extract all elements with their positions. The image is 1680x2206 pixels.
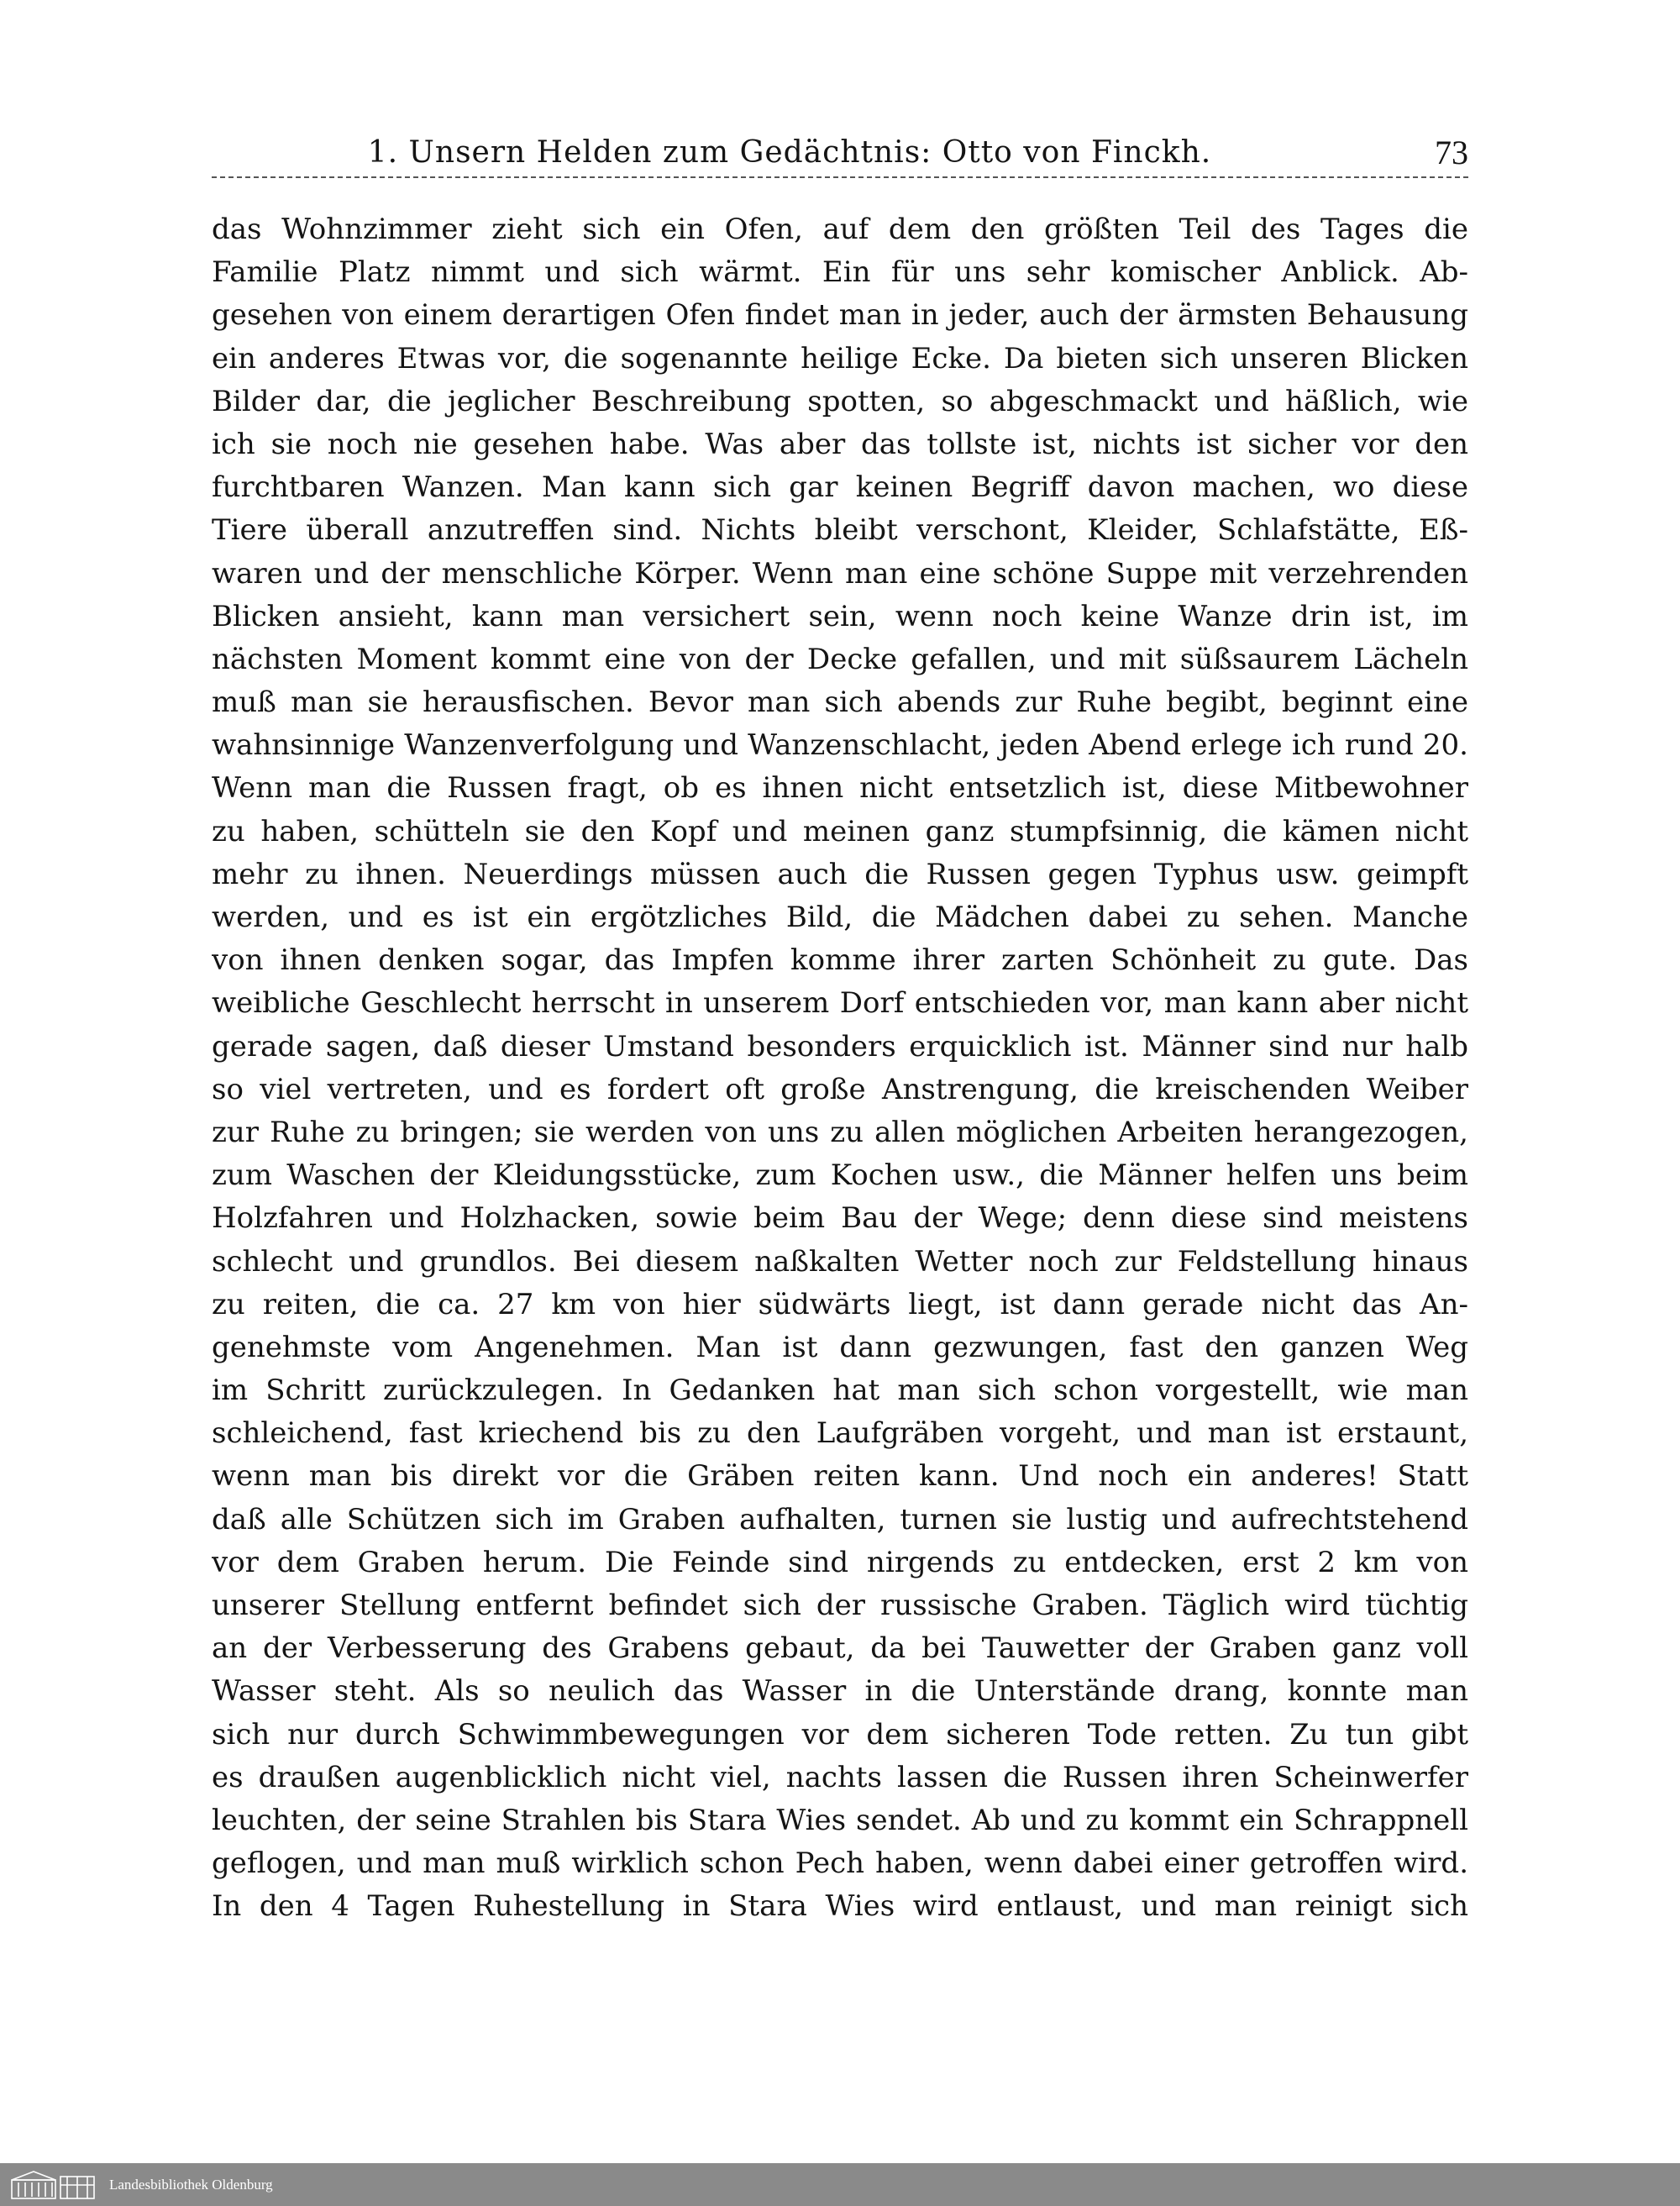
text-line: schleichend, fast kriechend bis zu den Laufgräben vorgeht, und man ist erstaunt, <box>212 1416 1468 1451</box>
text-line: Tiere überall anzutreffen sind. Nichts bleibt verschont, Kleider, Schlafstätte, Eß- <box>212 513 1468 548</box>
text-line: an der Verbesserung des Grabens gebaut, da bei Tauwetter der Graben ganz voll <box>212 1631 1468 1666</box>
text-line: In den 4 Tagen Ruhestellung in Stara Wies wird entlaust, und man reinigt sich <box>212 1889 1468 1924</box>
text-line: ein anderes Etwas vor, die sogenannte heilige Ecke. Da bieten sich unseren Blicken <box>212 341 1468 376</box>
text-line: im Schritt zurückzulegen. In Gedanken hat man sich schon vorgestellt, wie man <box>212 1373 1468 1408</box>
text-line: furchtbaren Wanzen. Man kann sich gar keinen Begriff davon machen, wo diese <box>212 470 1468 505</box>
text-line: unserer Stellung entfernt befindet sich der russische Graben. Täglich wird tüchtig <box>212 1589 1468 1622</box>
text-line: Wenn man die Russen fragt, ob es ihnen nicht entsetzlich ist, diese Mitbewohner <box>212 771 1468 806</box>
text-line: daß alle Schützen sich im Graben aufhalten, turnen sie lustig und aufrechtstehend <box>212 1502 1468 1536</box>
body-text <box>212 208 1468 1929</box>
text-line: nächsten Moment kommt eine von der Decke gefallen, und mit süßsaurem Lächeln <box>212 642 1468 676</box>
text-line: Wasser steht. Als so neulich das Wasser in die Unterstände drang, konnte man <box>212 1674 1468 1709</box>
footer-bar <box>0 2163 1680 2206</box>
text-line: werden, und es ist ein ergötzliches Bild, die Mädchen dabei zu sehen. Manche <box>212 901 1468 934</box>
text-line: gesehen von einem derartigen Ofen findet man in jeder, auch der ärmsten Behausung <box>212 298 1468 333</box>
text-line: wenn man bis direkt vor die Gräben reiten kann. Und noch ein anderes! Statt <box>212 1459 1468 1494</box>
text-line: das Wohnzimmer zieht sich ein Ofen, auf dem den größten Teil des Tages die <box>212 213 1468 246</box>
library-name: Landesbibliothek Oldenburg <box>109 2177 273 2193</box>
text-line: schlecht und grundlos. Bei diesem naßkalten Wetter noch zur Feldstellung hinaus <box>212 1244 1468 1279</box>
text-line: zu haben, schütteln sie den Kopf und meinen ganz stumpfsinnig, die kämen nicht <box>212 814 1468 848</box>
text-line: leuchten, der seine Strahlen bis Stara Wies sendet. Ab und zu kommt ein Schrappnell <box>212 1803 1468 1837</box>
text-line: Bilder dar, die jeglicher Beschreibung spotten, so abgeschmackt und häßlich, wie <box>212 384 1468 418</box>
page-number: 73 <box>1435 134 1468 171</box>
text-line: waren und der menschliche Körper. Wenn man eine schöne Suppe mit verzehrenden <box>212 556 1468 591</box>
header-rule <box>212 176 1468 178</box>
text-line: sich nur durch Schwimmbewegungen vor dem sicheren Tode retten. Zu tun gibt <box>212 1717 1468 1752</box>
text-line: es draußen augenblicklich nicht viel, nachts lassen die Russen ihren Scheinwerfer <box>212 1760 1468 1794</box>
text-line: wahnsinnige Wanzenverfolgung und Wanzenschlacht, jeden Abend erlege ich rund 20. <box>212 728 1468 763</box>
text-line: geflogen, und man muß wirklich schon Pech haben, wenn dabei einer getroffen wird. <box>212 1846 1468 1881</box>
text-line: Holzfahren und Holzhacken, sowie beim Bau der Wege; denn diese sind meistens <box>212 1201 1468 1236</box>
text-line: gerade sagen, daß dieser Umstand besonders erquicklich ist. Männer sind nur halb <box>212 1029 1468 1064</box>
text-line: Blicken ansieht, kann man versichert sein, wenn noch keine Wanze drin ist, im <box>212 599 1468 633</box>
text-line: von ihnen denken sogar, das Impfen komme ihrer zarten Schönheit zu gute. Das <box>212 943 1468 978</box>
running-title: 1. Unsern Helden zum Gedächtnis: Otto von Finckh. <box>367 135 1212 170</box>
text-line: zur Ruhe zu bringen; sie werden von uns zu allen möglichen Arbeiten herangezogen, <box>212 1115 1468 1149</box>
text-line: zu reiten, die ca. 27 km von hier südwärts liegt, ist dann gerade nicht das An- <box>212 1287 1468 1321</box>
text-line: ich sie noch nie gesehen habe. Was aber das tollste ist, nichts ist sicher vor den <box>212 427 1468 461</box>
text-line: vor dem Graben herum. Die Feinde sind nirgends zu entdecken, erst 2 km von <box>212 1545 1468 1579</box>
text-line: so viel vertreten, und es fordert oft große Anstrengung, die kreischenden Weiber <box>212 1072 1468 1106</box>
text-line: muß man sie herausfischen. Bevor man sich abends zur Ruhe begibt, beginnt eine <box>212 685 1468 720</box>
text-line: mehr zu ihnen. Neuerdings müssen auch die Russen gegen Typhus usw. geimpft <box>212 857 1468 891</box>
text-line: weibliche Geschlecht herrscht in unserem Dorf entschieden vor, man kann aber nicht <box>212 986 1468 1021</box>
running-head <box>212 128 1468 178</box>
text-line: Familie Platz nimmt und sich wärmt. Ein für uns sehr komischer Anblick. Ab- <box>212 255 1468 290</box>
library-building-icon <box>8 2168 97 2202</box>
text-line: zum Waschen der Kleidungsstücke, zum Kochen usw., die Männer helfen uns beim <box>212 1158 1468 1193</box>
text-line: genehmste vom Angenehmen. Man ist dann gezwungen, fast den ganzen Weg <box>212 1330 1468 1364</box>
